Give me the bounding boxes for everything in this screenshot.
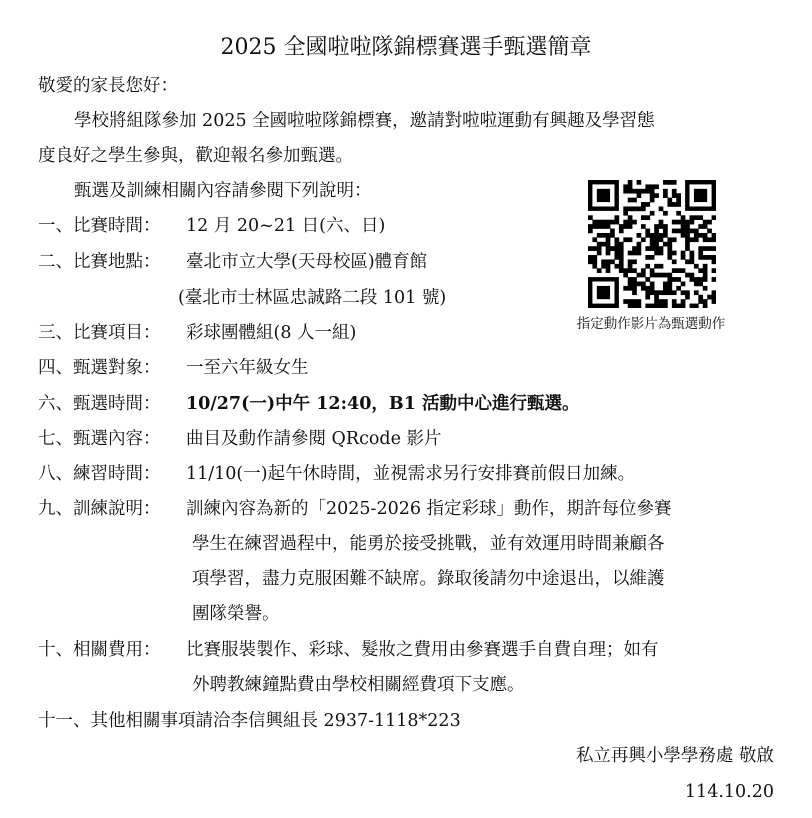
item-value-fees: 比賽服裝製作、彩球、髮妝之費用由參賽選手自費自理；如有 xyxy=(186,640,659,660)
qr-code-icon[interactable] xyxy=(588,180,716,308)
item-value-selection-content: 曲目及動作請參閱 QRcode 影片 xyxy=(186,429,442,449)
item-value-training-line-3: 項學習，盡力克服困難不缺席。錄取後請勿中途退出，以維護 xyxy=(192,569,665,589)
item-label-event: 三、比賽項目： xyxy=(38,323,161,343)
signature: 私立再興小學學務處 敬啟 xyxy=(575,746,774,766)
item-value-venue: 臺北市立大學(天母校區)體育館 xyxy=(186,252,428,272)
item-label-eligibility: 四、甄選對象： xyxy=(38,358,161,378)
page-title: 2025 全國啦啦隊錦標賽選手甄選簡章 xyxy=(220,35,592,60)
item-value-practice-time: 11/10(一)起午休時間，並視需求另行安排賽前假日加練。 xyxy=(186,464,636,484)
item-label-selection-time: 六、甄選時間： xyxy=(38,394,161,414)
item-value-training-line-4: 團隊榮譽。 xyxy=(192,604,280,624)
item-label-training: 九、訓練說明： xyxy=(38,499,161,519)
item-value-competition-time: 12 月 20~21 日(六、日) xyxy=(186,216,386,236)
intro-line-2: 度良好之學生參與，歡迎報名參加甄選。 xyxy=(38,146,353,166)
item-label-selection-content: 七、甄選內容： xyxy=(38,429,161,449)
qr-code-graphic xyxy=(588,180,716,308)
item-other-contact: 十一、其他相關事項請洽李信興組長 2937-1118*223 xyxy=(38,711,461,731)
item-value-eligibility: 一至六年級女生 xyxy=(186,358,309,378)
item-value-training-line-2: 學生在練習過程中，能勇於接受挑戰，並有效運用時間兼顧各 xyxy=(192,534,665,554)
intro-line-3: 甄選及訓練相關內容請參閱下列說明： xyxy=(74,181,372,201)
item-value-fees-line-2: 外聘教練鐘點費由學校相關經費項下支應。 xyxy=(192,675,525,695)
item-value-training: 訓練內容為新的「2025-2026 指定彩球」動作，期許每位參賽 xyxy=(186,499,672,519)
item-label-practice-time: 八、練習時間： xyxy=(38,464,161,484)
greeting: 敬愛的家長您好： xyxy=(38,76,178,96)
item-label-fees: 十、相關費用： xyxy=(38,640,161,660)
item-label-venue: 二、比賽地點： xyxy=(38,252,161,272)
date: 114.10.20 xyxy=(684,782,774,802)
item-value-event: 彩球團體組(8 人一組) xyxy=(186,323,357,343)
item-label-competition-time: 一、比賽時間： xyxy=(38,216,161,236)
qr-caption: 指定動作影片為甄選動作 xyxy=(576,316,726,332)
intro-line-1: 學校將組隊參加 2025 全國啦啦隊錦標賽，邀請對啦啦運動有興趣及學習態 xyxy=(74,111,655,131)
item-value-venue-address: (臺北市士林區忠誠路二段 101 號) xyxy=(178,288,447,308)
item-value-selection-time: 10/27(一)中午 12:40，B1 活動中心進行甄選。 xyxy=(186,394,580,414)
